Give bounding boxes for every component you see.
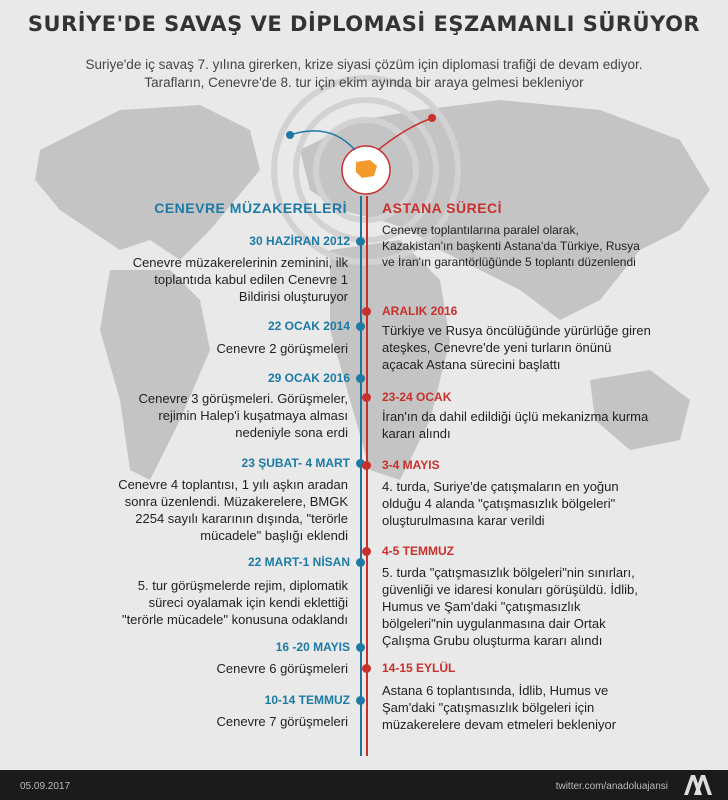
twitter-link[interactable]: twitter.com/anadoluajansi	[555, 781, 668, 792]
geneva-dot	[356, 643, 365, 652]
geneva-text: Cenevre müzakerelerinin zeminini, ilk toplantıda kabul edilen Cenevre 1 Bildirisi oluşturuyor	[132, 255, 348, 304]
geneva-text: 5. tur görüşmelerde rejim, diplomatik süreci oyalamak için kendi eklettiği "terörle mücadele" konusuna odaklandı	[121, 578, 348, 627]
astana-date: 4-5 TEMMUZ	[382, 544, 454, 558]
anadolu-agency-logo	[682, 773, 714, 797]
astana-text: 5. turda "çatışmasızlık bölgeleri"nin sınırları, güvenliği ve idaresi konuları görüşüldü. İdlib, Humus ve Şam'daki "çatışmasızlık bölgeleri"nin uygulanmasına dair Ortak Çalışma Grubu oluşturma kararı alındı	[382, 565, 638, 648]
footer-bar	[0, 770, 728, 800]
astana-column-title: ASTANA SÜRECİ	[382, 200, 503, 216]
geneva-text: Cenevre 3 görüşmeleri. Görüşmeler, rejimin Halep'i kuşatmaya alması nedeniyle sona erdi	[138, 391, 348, 440]
geneva-date: 16 -20 MAYIS	[275, 640, 350, 654]
geneva-timeline-line	[360, 196, 362, 756]
astana-dot	[362, 393, 371, 402]
astana-date: ARALIK 2016	[382, 304, 458, 318]
page-title: SURİYE'DE SAVAŞ VE DİPLOMASİ EŞZAMANLI SÜRÜYOR	[27, 12, 701, 36]
geneva-dot	[356, 374, 365, 383]
geneva-date: 22 MART-1 NİSAN	[247, 555, 350, 569]
astana-text: Türkiye ve Rusya öncülüğünde yürürlüğe giren ateşkes, Cenevre'de yeni turların önünü açacak Astana sürecini başlattı	[382, 323, 651, 372]
geneva-dot	[356, 237, 365, 246]
astana-text: İran'ın da dahil edildiği üçlü mekanizma kurma kararı alındı	[382, 409, 649, 441]
astana-date: 23-24 OCAK	[382, 390, 452, 404]
geneva-date: 22 OCAK 2014	[267, 319, 350, 333]
astana-text: 4. turda, Suriye'de çatışmaların en yoğun olduğu 4 alanda "çatışmasızlık bölgeleri" oluşturulmasına karar verildi	[382, 479, 619, 528]
astana-dot	[362, 461, 371, 470]
geneva-text: Cenevre 2 görüşmeleri	[216, 341, 348, 356]
astana-date: 14-15 EYLÜL	[382, 661, 456, 675]
publish-date: 05.09.2017	[20, 781, 71, 792]
geneva-date: 29 OCAK 2016	[267, 371, 350, 385]
geneva-column-title: CENEVRE MÜZAKERELERİ	[154, 200, 347, 216]
geneva-date: 23 ŞUBAT- 4 MART	[241, 456, 350, 470]
astana-dot	[362, 664, 371, 673]
astana-dot	[362, 307, 371, 316]
geneva-dot	[356, 558, 365, 567]
astana-dot	[362, 547, 371, 556]
geneva-date: 10-14 TEMMUZ	[264, 693, 350, 707]
geneva-text: Cenevre 7 görüşmeleri	[216, 714, 348, 729]
geneva-date: 30 HAZİRAN 2012	[249, 234, 350, 248]
astana-text: Astana 6 toplantısında, İdlib, Humus ve Şam'daki "çatışmasızlık bölgeleri için müzakerelere devam etmeleri bekleniyor	[382, 683, 617, 732]
page-subtitle: Suriye'de iç savaş 7. yılına girerken, krize siyasi çözüm için diplomasi trafiği de devam ediyor. Tarafların, Cenevre'de 8. tur için ekim ayında bir araya gelmesi bekleniyor	[85, 57, 643, 90]
geneva-text: Cenevre 4 toplantısı, 1 yılı aşkın aradan sonra üzenlendi. Müzakerelere, BMGK 2254 sayılı kararının dışında, "terörle mücadele" başlığı eklendi	[118, 477, 348, 543]
geneva-text: Cenevre 6 görüşmeleri	[216, 661, 348, 676]
astana-intro-text: Cenevre toplantılarına paralel olarak, Kazakistan'ın başkenti Astana'da Türkiye, Rusya ve İran'ın garantörlüğünde 5 toplantı düzenlendi	[382, 223, 640, 269]
geneva-dot	[356, 696, 365, 705]
astana-date: 3-4 MAYIS	[382, 458, 440, 472]
geneva-dot	[356, 322, 365, 331]
